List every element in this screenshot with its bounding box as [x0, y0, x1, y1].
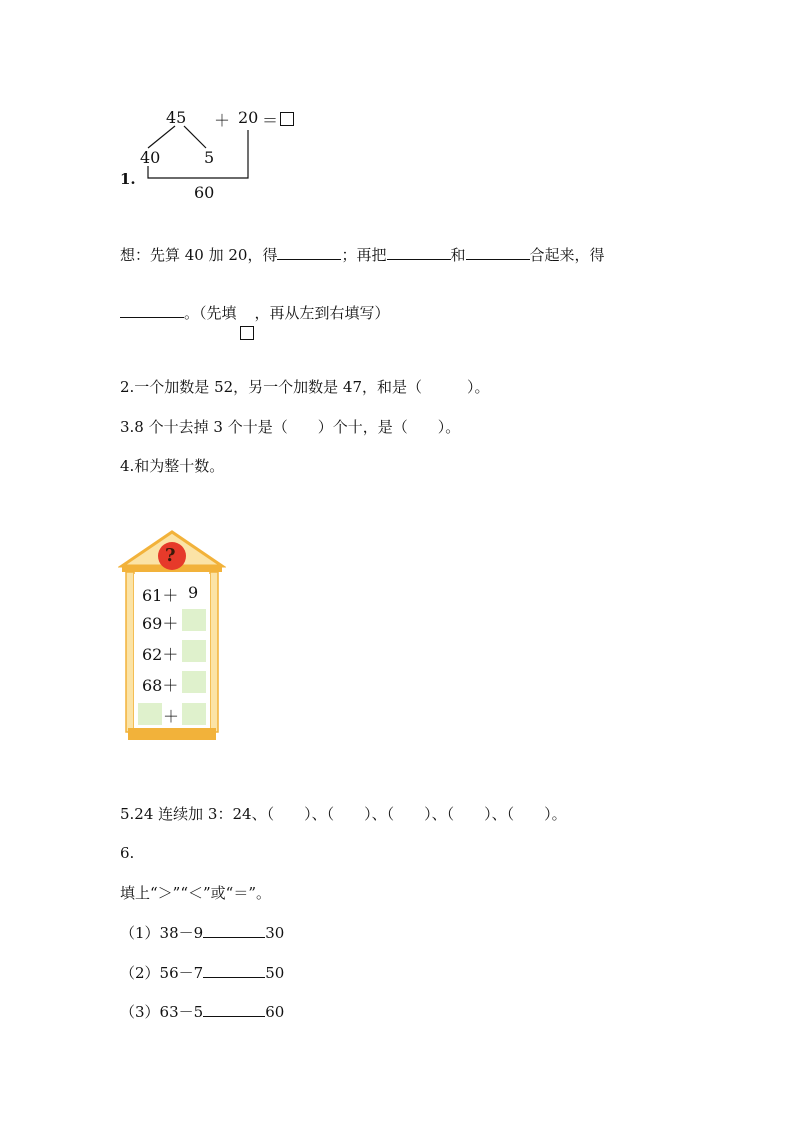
- q6-item-3: [120, 1001, 284, 1022]
- house-row4-left: 68＋: [142, 676, 179, 695]
- q6-item-2-blank[interactable]: [203, 963, 265, 978]
- q3-text: 3.8 个十去掉 3 个十是（ ）个十，是（ ）。: [120, 418, 461, 436]
- q6-item-2-rhs: 50: [265, 964, 285, 982]
- q6-item-2: [120, 962, 284, 983]
- q6-item-3-rhs: 60: [265, 1003, 285, 1021]
- house-row3-cell[interactable]: [182, 640, 206, 662]
- house-row5-right-cell[interactable]: [182, 703, 206, 725]
- q6-number: 6.: [120, 844, 135, 862]
- q1-blank-2[interactable]: [387, 245, 451, 260]
- q6-item-1-rhs: 30: [265, 924, 285, 942]
- q1-blank-3[interactable]: [466, 245, 530, 260]
- q6-item-1-blank[interactable]: [203, 923, 265, 938]
- house-row5-plus: ＋: [163, 707, 180, 726]
- q1-think-mid1: ；再把: [341, 246, 387, 264]
- house-row1-left: 61＋: [142, 586, 179, 605]
- q1-left-part: 40: [140, 148, 161, 167]
- q1-equals-sign: ＝: [262, 111, 279, 130]
- q6-item-1: [120, 922, 284, 943]
- q1-right-part: 5: [204, 148, 215, 167]
- house-row5-left-cell[interactable]: [138, 703, 162, 725]
- q5-text: 5.24 连续加 3：24、（ ）、（ ）、（ ）、（ ）、（ ）。: [120, 805, 567, 823]
- house-row2-left: 69＋: [142, 614, 179, 633]
- q6-item-2-label: （2）56－7: [120, 964, 204, 982]
- q6-instruction: 填上“＞”“＜”或“＝”。: [120, 884, 272, 902]
- house-row3-left: 62＋: [142, 645, 179, 664]
- q1-top-number: 45: [166, 108, 187, 127]
- q1-number: 1.: [120, 170, 136, 188]
- q1-think-mid3: 合起来，得: [529, 246, 605, 264]
- q1-think-line1: [120, 244, 605, 265]
- q1-think-suffix-b: ，再从左到右填写）: [254, 304, 390, 322]
- house-row4-cell[interactable]: [182, 671, 206, 693]
- q1-sum-60: 60: [194, 183, 215, 202]
- q1-answer-box[interactable]: [280, 111, 294, 129]
- q1-addend: 20: [238, 108, 259, 127]
- q6-item-1-label: （1）38－9: [120, 924, 204, 942]
- q1-plus-sign: ＋: [214, 111, 231, 130]
- q1-think-prefix: 想：先算 40 加 20，得: [120, 246, 278, 264]
- house-row1-right: 9: [188, 583, 199, 602]
- q1-blank-1[interactable]: [277, 245, 341, 260]
- q1-think-mid2: 和: [450, 246, 466, 264]
- q6-item-3-blank[interactable]: [203, 1002, 265, 1017]
- house-row2-cell[interactable]: [182, 609, 206, 631]
- q1-blank-4[interactable]: [120, 303, 184, 318]
- q2-text: 2.一个加数是 52，另一个加数是 47，和是（ ）。: [120, 378, 490, 396]
- q1-think-suffix-a: 。（先填: [184, 304, 237, 322]
- q6-item-3-label: （3）63－5: [120, 1003, 204, 1021]
- q4-title: 4.和为整十数。: [120, 457, 225, 475]
- question-mark-icon: ?: [165, 545, 176, 566]
- q1-think-line2: [120, 302, 390, 323]
